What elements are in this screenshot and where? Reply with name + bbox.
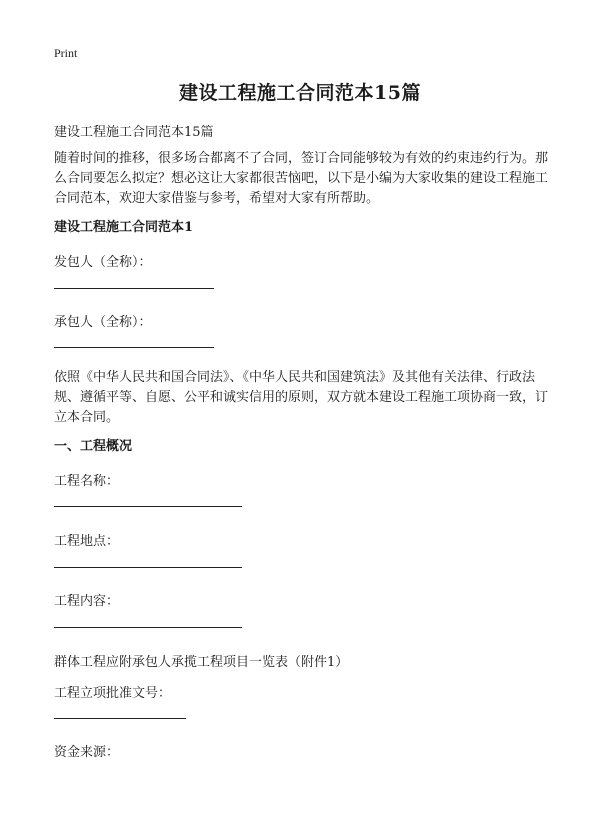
project-name-blank-line [54, 506, 242, 507]
intro-paragraph: 随着时间的推移，很多场合都离不了合同，签订合同能够较为有效的约束违约行为。那么合同要怎么拟定？想必这让大家都很苦恼吧，以下是小编为大家收集的建设工程施工合同范本，欢迎大家借鉴与参考，希望对大家有所帮助。 [54, 151, 549, 206]
project-name-label: 工程名称： [54, 474, 120, 489]
project-location-label: 工程地点： [54, 534, 120, 549]
project-content-blank-line [54, 627, 242, 628]
print-link[interactable]: Print [54, 46, 78, 60]
approval-doc-blank-line [54, 718, 186, 719]
project-content-label: 工程内容： [54, 594, 120, 609]
section-heading-template-1: 建设工程施工合同范本1 [54, 220, 194, 235]
approval-doc-label: 工程立项批准文号： [54, 686, 172, 701]
page-title: 建设工程施工合同范本15篇 [179, 82, 421, 104]
contractor-label: 承包人（全称）： [54, 315, 152, 330]
contractor-blank-line [54, 347, 214, 348]
contract-basis-paragraph: 依照《中华人民共和国合同法》、《中华人民共和国建筑法》及其他有关法律、行政法规、遵循平等、自愿、公平和诚实信用的原则，双方就本建设工程施工项协商一致，订立本合同。 [54, 370, 549, 425]
section-heading-overview: 一、工程概况 [54, 439, 133, 454]
employer-blank-line [54, 288, 214, 289]
subtitle: 建设工程施工合同范本15篇 [54, 125, 214, 140]
fund-source-label: 资金来源： [54, 745, 120, 760]
group-project-note: 群体工程应附承包人承揽工程项目一览表（附件1） [54, 655, 349, 670]
project-location-blank-line [54, 567, 242, 568]
employer-label: 发包人（全称）： [54, 255, 152, 270]
